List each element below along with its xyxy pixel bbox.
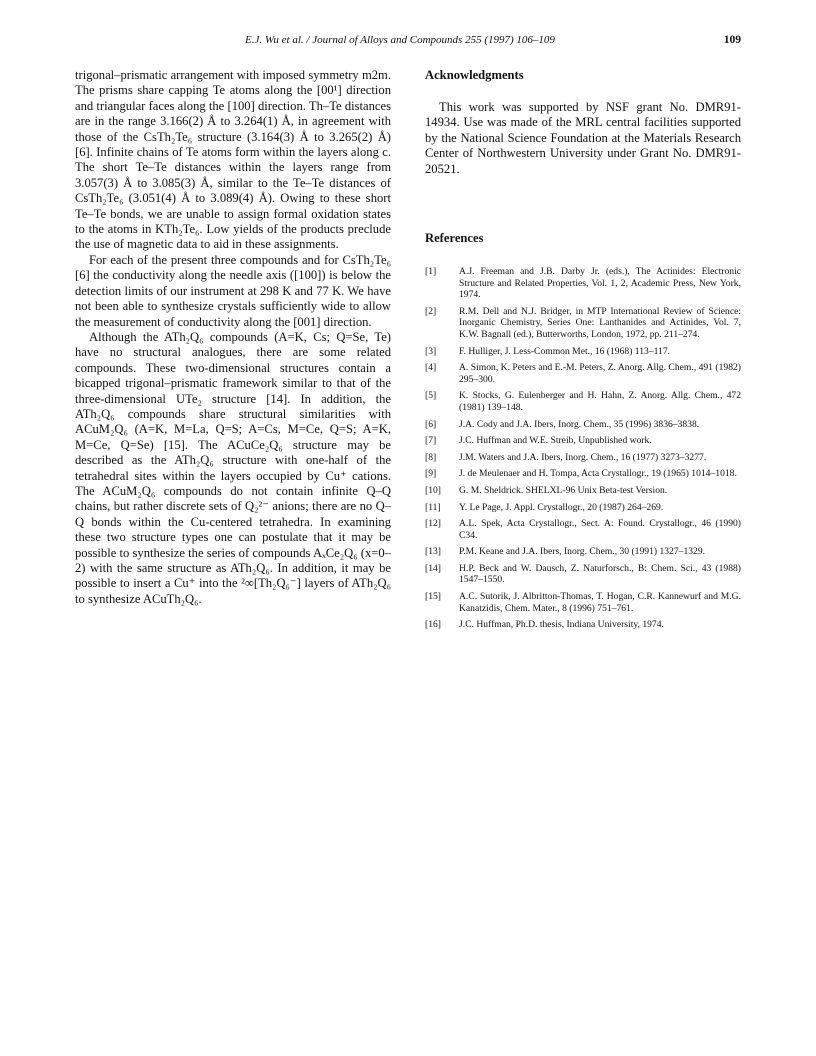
reference-text: J.C. Huffman, Ph.D. thesis, Indiana University, 1974. xyxy=(459,619,664,631)
reference-number: [15] xyxy=(425,591,441,603)
reference-item xyxy=(425,419,741,431)
reference-item xyxy=(425,546,741,558)
reference-number: [13] xyxy=(425,546,441,558)
reference-text: A. Simon, K. Peters and E.-M. Peters, Z. Anorg. Allg. Chem., 491 (1982) 295–300. xyxy=(459,362,741,385)
reference-number: [6] xyxy=(425,418,437,430)
reference-text: J.A. Cody and J.A. Ibers, Inorg. Chem., 35 (1996) 3836–3838. xyxy=(459,418,700,430)
reference-number: [2] xyxy=(425,305,437,317)
reference-item xyxy=(425,266,741,301)
reference-item xyxy=(425,362,741,385)
reference-text: J.M. Waters and J.A. Ibers, Inorg. Chem., 16 (1977) 3273–3277. xyxy=(459,451,707,463)
body-paragraph: For each of the present three compounds and for CsTh₂Te₆ [6] the conductivity along the needle axis ([100]) is below the detection limits of our instrument at 298 K and 77 K. We have not been able to synthesize crystals sufficiently wide to allow the measurement of conductivity along the [001] direction. xyxy=(75,252,391,329)
reference-item xyxy=(425,619,741,631)
reference-item xyxy=(425,390,741,413)
reference-number: [1] xyxy=(425,266,437,277)
reference-number: [10] xyxy=(425,484,441,496)
reference-text: G. M. Sheldrick. SHELXL-96 Unix Beta-test Version. xyxy=(459,484,668,496)
reference-number: [5] xyxy=(425,390,437,402)
reference-text: A.C. Sutorik, J. Albritton-Thomas, T. Hogan, C.R. Kannewurf and M.G. Kanatzidis, Chem. Mater., 8 (1996) 751–761. xyxy=(459,591,741,614)
running-title: E.J. Wu et al. / Journal of Alloys and Compounds 255 (1997) 106–109 xyxy=(245,34,555,46)
reference-text: F. Hulliger, J. Less-Common Met., 16 (1968) 113–117. xyxy=(459,345,671,357)
page-number: 109 xyxy=(723,34,741,46)
acknowledgments-heading: Acknowledgments xyxy=(425,68,524,82)
reference-list xyxy=(425,266,741,636)
reference-number: [4] xyxy=(425,362,437,374)
reference-number: [3] xyxy=(425,345,437,357)
reference-number: [8] xyxy=(425,451,437,463)
references-heading: References xyxy=(425,231,484,245)
reference-number: [14] xyxy=(425,562,441,574)
reference-item xyxy=(425,468,741,480)
body-paragraph: Although the ATh₂Q₆ compounds (A=K, Cs; Q=Se, Te) have no structural analogues, there are some related compounds. These two-dimensional structures contain a bicapped trigonal–prismatic framework similar to that of the three-dimensional UTe₂ structure [14]. In addition, the ATh₂Q₆ compounds share structural similarities with ACuM₂Q₆ (A=K, M=La, Q=S; A=Cs, M=Ce, Q=S; A=K, M=Ce, Q=Se) [15]. The ACuCe₂Q₆ structure may be described as the ATh₂Q₆ structure with one-half of the tetrahedral sites within the layers occupied by Cu⁺ cations. The ACuM₂Q₆ compounds do not contain infinite Q–Q chains, but rather discrete sets of Q₂²⁻ anions; there are no Q–Q bonds within the Cu-centered tetrahedra. In examining these two structure types one can postulate that it may be possible to synthesize the series of compounds AₓCe₂Q₆ (x=0–2) with the same structure as ATh₂Q₆. In addition, it may be possible to insert a Cu⁺ into the ²∞[Th₂Q₆⁻] layers of ATh₂Q₆ to synthesize ACuTh₂Q₆. xyxy=(75,329,391,606)
reference-text: A.J. Freeman and J.B. Darby Jr. (eds.), The Actinides: Electronic Structure and Related Properties, Vol. 1, 2, Academic Press, New York, 1974. xyxy=(459,266,741,301)
reference-text: Y. Le Page, J. Appl. Crystallogr., 20 (1987) 264–269. xyxy=(459,501,664,513)
reference-item xyxy=(425,518,741,541)
reference-item xyxy=(425,502,741,514)
reference-number: [11] xyxy=(425,501,441,513)
reference-item xyxy=(425,485,741,497)
reference-item xyxy=(425,306,741,341)
reference-item xyxy=(425,563,741,586)
acknowledgments-text: This work was supported by NSF grant No. DMR91-14934. Use was made of the MRL central facilities supported by the National Science Foundation at the Materials Research Center of Northwestern University under Grant No. DMR91-20521. xyxy=(425,100,741,176)
reference-number: [9] xyxy=(425,468,437,480)
reference-item xyxy=(425,435,741,447)
reference-number: [12] xyxy=(425,518,441,530)
reference-text: K. Stocks, G. Eulenberger and H. Hahn, Z. Anorg. Allg. Chem., 472 (1981) 139–148. xyxy=(459,390,741,413)
running-header xyxy=(75,28,741,46)
reference-text: J. de Meulenaer and H. Tompa, Acta Crystallogr., 19 (1965) 1014–1018. xyxy=(459,468,737,480)
reference-text: A.L. Spek, Acta Crystallogr., Sect. A: Found. Crystallogr., 46 (1990) C34. xyxy=(459,518,741,541)
reference-text: H.P. Beck and W. Dausch, Z. Naturforsch., B: Chem. Sci., 43 (1988) 1547–1550. xyxy=(459,562,741,586)
reference-text: P.M. Keane and J.A. Ibers, Inorg. Chem., 30 (1991) 1327–1329. xyxy=(459,546,706,558)
reference-number: [7] xyxy=(425,435,437,447)
reference-item xyxy=(425,452,741,464)
reference-item xyxy=(425,346,741,358)
reference-item xyxy=(425,591,741,614)
reference-text: J.C. Huffman and W.E. Streib, Unpublished work. xyxy=(459,435,652,447)
reference-text: R.M. Dell and N.J. Bridger, in MTP International Review of Science: Inorganic Chemistry, Series One: Lanthanides and Actinides, Vol. 7, K.W. Bagnall (ed.), Butterworths, London, 1972, pp. 211–274. xyxy=(459,305,741,340)
body-paragraph: trigonal–prismatic arrangement with imposed symmetry m2m. The prisms share capping Te atoms along the [00¹] direction and triangular faces along the [100] direction. Th–Te distances are in the range 3.166(2) Å to 3.264(1) Å, in agreement with those of the CsTh₂Te₆ structure (3.164(3) Å to 3.265(2) Å) [6]. Infinite chains of Te atoms form within the layers along c. The short Te–Te distances within the layers range from 3.057(3) Å to 3.085(3) Å, similar to the Te–Te distances of CsTh₂Te₆ (3.051(4) Å to 3.089(4) Å). Owing to these short Te–Te bonds, we are unable to assign formal oxidation states to the atoms in KTh₂Te₆. Low yields of the products preclude the use of magnetic data to aid in these assignments. xyxy=(75,68,391,252)
left-column xyxy=(75,68,391,607)
reference-number: [16] xyxy=(425,619,441,631)
